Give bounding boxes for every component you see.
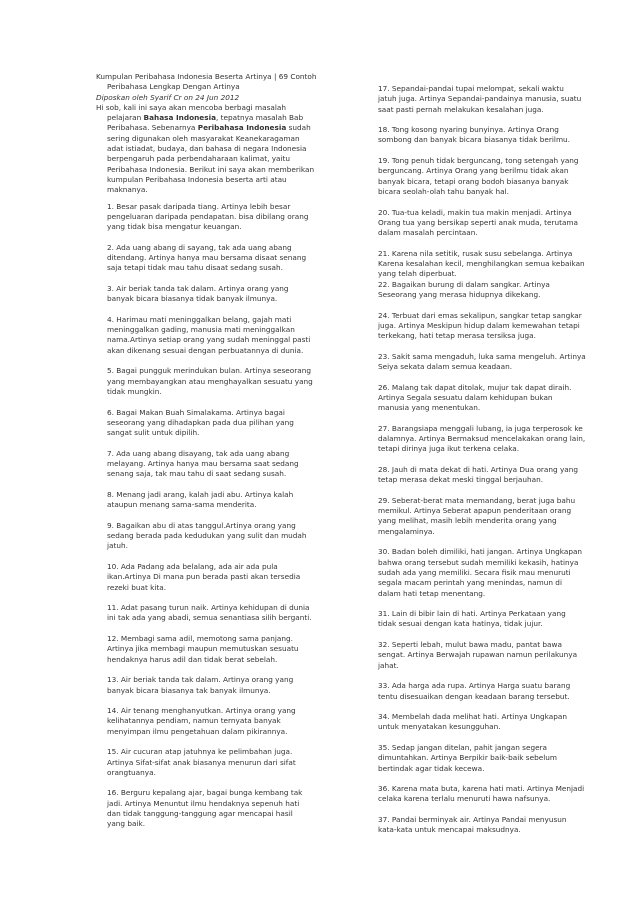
proverb-line: jahat.: [378, 660, 399, 670]
proverb-line: dalam masalah percintaan.: [378, 228, 478, 238]
proverb-line: 29. Seberat-berat mata memandang, berat juga bahu: [378, 495, 576, 505]
proverb-item: [378, 640, 590, 671]
proverb-line: kata-kata untuk mencapai maksudnya.: [378, 825, 521, 835]
intro-line: maknanya.: [107, 185, 148, 195]
proverb-item: [96, 706, 308, 737]
proverb-line: mengalaminya.: [378, 526, 435, 536]
proverb-line: 37. Pandai berminyak air. Artinya Pandai menyusun: [378, 815, 567, 825]
proverb-line: 32. Seperti lebah, mulut bawa madu, pantat bawa: [378, 640, 562, 650]
intro-line-1: Hi sob, kali ini saya akan mencoba berbagi masalah: [96, 102, 286, 112]
proverb-item: [96, 675, 308, 696]
right-item-list: [378, 84, 590, 836]
proverb-line: 36. Karena mata buta, karena hati mati. Artinya Menjadi: [378, 784, 585, 794]
proverb-item: [378, 681, 590, 702]
proverb-line: 14. Air tenang menghanyutkan. Artinya orang yang: [107, 706, 296, 716]
proverb-line: yang baik.: [107, 819, 146, 829]
proverb-item: [96, 603, 312, 624]
proverb-line: 26. Malang tak dapat ditolak, mujur tak dapat diraih.: [378, 382, 572, 392]
proverb-line: tetap merasa dekat meski tinggal berjauhan.: [378, 475, 544, 485]
intro-text: , tepatnya masalah Bab: [216, 113, 304, 123]
proverb-line: 23. Sakit sama mengaduh, luka sama mengeluh. Artinya: [378, 351, 586, 361]
proverb-item: [96, 788, 308, 829]
intro-line: Peribahasa Indonesia. Berikut ini saya akan memberikan: [107, 164, 315, 174]
proverb-line: ditendang. Artinya hanya mau bersama disaat senang: [107, 253, 307, 263]
proverb-line: yang melihat, masih lebih menderita orang yang: [378, 516, 557, 526]
proverb-line: akan dikenang sesuai dengan perbuatannya di dunia.: [107, 345, 304, 355]
proverb-item: [378, 280, 590, 301]
proverb-line: 15. Air cucuran atap jatuhnya ke pelimbahan juga.: [107, 747, 293, 757]
proverb-line: tentu disesuaikan dengan keadaan barang tersebut.: [378, 691, 570, 701]
proverb-line: dimuntahkan. Artinya Berpikir baik-baik sebelum: [378, 753, 557, 763]
proverb-line: seseorang yang dihadapkan pada dua pilihan yang: [107, 417, 294, 427]
proverb-item: [378, 465, 590, 486]
proverb-line: yang membayangkan atau menghayalkan sesuatu yang: [107, 376, 313, 386]
proverb-item: [96, 314, 311, 356]
proverb-line: manusia yang menentukan.: [378, 403, 481, 413]
intro-rest: [96, 133, 315, 196]
proverb-line: 19. Tong penuh tidak berguncang, tong setengah yang: [378, 156, 579, 166]
proverb-item: [96, 243, 308, 274]
proverb-line: dalam hati tetap menentang.: [378, 588, 486, 598]
post-meta: Diposkan oleh Syarif Cr on 24 Jun 2012: [96, 92, 240, 102]
proverb-line: banyak bicara biasanya tidak banyak ilmunya.: [107, 294, 278, 304]
proverb-line: 16. Berguru kepalang ajar, bagai bunga kembang tak: [107, 788, 303, 798]
proverb-item: [378, 383, 590, 414]
proverb-line: 28. Jauh di mata dekat di hati. Artinya Dua orang yang: [378, 464, 579, 474]
proverb-line: Seiya sekata dalam semua keadaan.: [378, 362, 513, 372]
proverb-line: segala macam perintah yang menindas, namun di: [378, 578, 562, 588]
proverb-line: 6. Bagai Makan Buah Simalakama. Artinya bagai: [107, 407, 285, 417]
proverb-line: 34. Membelah dada melihat hati. Artinya Ungkapan: [378, 712, 567, 722]
proverb-item: [378, 609, 590, 630]
proverb-line: 9. Bagaikan abu di atas tanggul.Artinya orang yang: [107, 520, 296, 530]
proverb-line: 11. Adat pasang turun naik. Artinya kehidupan di dunia: [107, 603, 310, 613]
proverb-line: celaka karena terlalu menuruti hawa nafsunya.: [378, 794, 551, 804]
proverb-line: hendaknya harus adil dan tidak berat sebelah.: [107, 654, 278, 664]
proverb-item: [378, 815, 590, 836]
proverb-line: nama.Artinya setiap orang yang sudah meninggal pasti: [107, 335, 311, 345]
proverb-line: 2. Ada uang abang di sayang, tak ada uang abang: [107, 242, 292, 252]
intro-line: sering digunakan oleh masyarakat Keanekaragaman: [107, 133, 300, 143]
proverb-line: dalamnya. Artinya Bermaksud mencelakakan orang lain,: [378, 434, 586, 444]
proverb-item: [96, 521, 308, 552]
intro-line: kumpulan Peribahasa Indonesia beserta arti atau: [107, 174, 287, 184]
proverb-line: 10. Ada Padang ada belalang, ada air ada pula: [107, 561, 278, 571]
proverb-line: yang telah diperbuat.: [378, 269, 457, 279]
proverb-line: 8. Menang jadi arang, kalah jadi abu. Artinya kalah: [107, 489, 294, 499]
proverb-item: [378, 311, 590, 342]
proverb-line: orangtuanya.: [107, 767, 156, 777]
proverb-line: meninggalkan gading, manusia mati meninggalkan: [107, 325, 295, 335]
right-column: [378, 84, 590, 836]
proverb-line: Artinya Sifat-sifat anak biasanya menurun dari sifat: [107, 757, 296, 767]
intro-text: Peribahasa. Sebenarnya: [107, 123, 198, 133]
proverb-line: 18. Tong kosong nyaring bunyinya. Artinya Orang: [378, 125, 559, 135]
left-column: [96, 72, 317, 830]
proverb-line: Artinya Segala sesuatu dalam kehidupan bukan: [378, 392, 553, 402]
proverb-line: ataupun menang sama-sama menderita.: [107, 500, 257, 510]
proverb-item: [378, 712, 590, 733]
proverb-line: 22. Bagaikan burung di dalam sangkar. Artinya: [378, 279, 550, 289]
left-item-list: [96, 201, 313, 830]
proverb-line: kelihatannya pendiam, namun ternyata banyak: [107, 716, 281, 726]
proverb-line: pengeluaran daripada pendapatan. bisa dibilang orang: [107, 211, 309, 221]
proverb-line: bahwa orang tersebut sudah memiliki kekasih, hatinya: [378, 557, 579, 567]
proverb-line: bicara seolah-olah tahu banyak hal.: [378, 186, 509, 196]
proverb-item: [378, 125, 590, 146]
proverb-item: [96, 408, 308, 439]
proverb-line: sangat sulit untuk dipilih.: [107, 428, 200, 438]
proverb-line: Karena kesalahan kecil, menghilangkan semua kebaikan: [378, 259, 585, 269]
proverb-line: tetapi dirinya juga ikut terkena celaka.: [378, 444, 520, 454]
proverb-line: 27. Barangsiapa menggali lubang, ia juga terperosok ke: [378, 423, 583, 433]
proverb-line: 17. Sepandai-pandai tupai melompat, sekali waktu: [378, 84, 564, 93]
proverb-line: sombong dan banyak bicara biasanya tidak berilmu.: [378, 135, 570, 145]
proverb-item: [378, 547, 590, 598]
proverb-item: [378, 743, 590, 774]
proverb-line: saja tetapi tidak mau tahu disaat sedang susah.: [107, 263, 283, 273]
proverb-line: 1. Besar pasak daripada tiang. Artinya lebih besar: [107, 201, 291, 211]
proverb-line: sedang berada pada kedudukan yang sulit dan mudah: [107, 531, 307, 541]
proverb-line: 33. Ada harga ada rupa. Artinya Harga suatu barang: [378, 681, 571, 691]
proverb-line: tidak sesuai dengan kata hatinya, tidak jujur.: [378, 619, 543, 629]
proverb-line: sudah ada yang memiliki. Secara fisik mau menuruti: [378, 567, 571, 577]
proverb-line: untuk menyatakan kesungguhan.: [378, 722, 501, 732]
proverb-line: 20. Tua-tua keladi, makin tua makin menjadi. Artinya: [378, 207, 572, 217]
proverb-line: 7. Ada uang abang disayang, tak ada uang abang: [107, 448, 290, 458]
proverb-item: [96, 634, 308, 665]
proverb-line: 4. Harimau mati meninggalkan belang, gajah mati: [107, 314, 292, 324]
proverb-item: [96, 366, 313, 397]
proverb-line: melayang. Artinya hanya mau bersama saat sedang: [107, 458, 299, 468]
proverb-item: [378, 496, 590, 537]
proverb-line: yang tidak bisa mengatur keuangan.: [107, 222, 242, 232]
proverb-line: berguncang. Artinya Orang yang berilmu tidak akan: [378, 166, 569, 176]
proverb-line: banyak bicara biasanya tak banyak ilmunya.: [107, 685, 271, 695]
proverb-line: jatuh juga. Artinya Sepandai-pandainya manusia, suatu: [378, 94, 582, 104]
proverb-line: terkekang, hati tetap merasa tersiksa juga.: [378, 331, 536, 341]
proverb-item: [378, 208, 590, 239]
proverb-line: 24. Terbuat dari emas sekalipun, sangkar tetap sangkar: [378, 310, 582, 320]
proverb-item: [378, 784, 590, 805]
intro-text: pelajaran: [107, 113, 144, 123]
proverb-item: [96, 490, 308, 511]
intro-line-2: [96, 113, 308, 123]
proverb-item: [96, 449, 308, 480]
proverb-line: 30. Badan boleh dimiliki, hati jangan. Artinya Ungkapan: [378, 547, 583, 557]
proverb-item: [378, 249, 590, 280]
proverb-line: dan tidak tanggung-tanggung agar mencapai hasil: [107, 809, 293, 819]
intro-line: adat istiadat, budaya, dan bahasa di negara Indonesia: [107, 144, 307, 154]
bold-term: Peribahasa Indonesia: [197, 123, 287, 133]
proverb-item: [96, 284, 308, 305]
proverb-line: 31. Lain di bibir lain di hati. Artinya Perkataan yang: [378, 609, 566, 619]
intro-line-3: [96, 123, 311, 133]
bold-term: Bahasa Indonesia: [143, 113, 217, 123]
article-title-line-1: Kumpulan Peribahasa Indonesia Beserta Artinya | 69 Contoh: [96, 72, 317, 81]
proverb-line: rezeki buat kita.: [107, 582, 167, 592]
proverb-line: jadi. Artinya Menuntut ilmu hendaknya sepenuh hati: [107, 798, 300, 808]
proverb-line: 21. Karena nila setitik, rusak susu sebelanga. Artinya: [378, 248, 573, 258]
proverb-line: 13. Air beriak tanda tak dalam. Artinya orang yang: [107, 675, 294, 685]
proverb-line: senang saja, tak mau tahu di saat sedang susah.: [107, 469, 287, 479]
proverb-item: [96, 562, 308, 593]
intro-text: sudah: [286, 123, 311, 133]
proverb-item: [96, 202, 308, 233]
proverb-line: 12. Membagi sama adil, memotong sama panjang.: [107, 634, 293, 644]
proverb-line: bertindak agar tidak kecewa.: [378, 763, 485, 773]
proverb-line: jatuh.: [107, 541, 128, 551]
proverb-line: menyimpan ilmu pengetahuan dalam pikirannya.: [107, 726, 288, 736]
proverb-line: juga. Artinya Meskipun hidup dalam kemewahan tetapi: [378, 320, 580, 330]
intro-line: berpengaruh pada perbendaharaan kalimat, yaitu: [107, 154, 291, 164]
proverb-line: ini tak ada yang abadi, semua senantiasa silih berganti.: [107, 613, 312, 623]
proverb-line: banyak bicara, tetapi orang bodoh biasanya banyak: [378, 176, 569, 186]
proverb-line: Seseorang yang merasa hidupnya dikekang.: [378, 289, 541, 299]
proverb-line: Artinya jika membagi maupun memutuskan sesuatu: [107, 644, 299, 654]
proverb-line: 35. Sedap jangan ditelan, pahit jangan segera: [378, 743, 548, 752]
proverb-line: Orang tua yang bersikap seperti anak muda, terutama: [378, 217, 578, 227]
proverb-item: [378, 424, 590, 455]
proverb-line: memikul. Artinya Seberat apapun penderitaan orang: [378, 506, 572, 516]
article-title-line-2: Peribahasa Lengkap Dengan Artinya: [107, 82, 240, 92]
proverb-line: 5. Bagai pungguk merindukan bulan. Artinya seseorang: [107, 366, 311, 376]
proverb-line: saat pasti pernah melakukan kesalahan juga.: [378, 104, 544, 114]
proverb-item: [378, 84, 590, 115]
proverb-line: tidak mungkin.: [107, 386, 162, 396]
proverb-item: [378, 156, 590, 197]
proverb-line: 3. Air beriak tanda tak dalam. Artinya orang yang: [107, 283, 289, 293]
proverb-item: [96, 747, 308, 778]
proverb-item: [378, 352, 590, 373]
proverb-line: ikan.Artinya Di mana pun berada pasti akan tersedia: [107, 572, 301, 582]
proverb-line: sengat. Artinya Berwajah rupawan namun perilakunya: [378, 650, 578, 660]
